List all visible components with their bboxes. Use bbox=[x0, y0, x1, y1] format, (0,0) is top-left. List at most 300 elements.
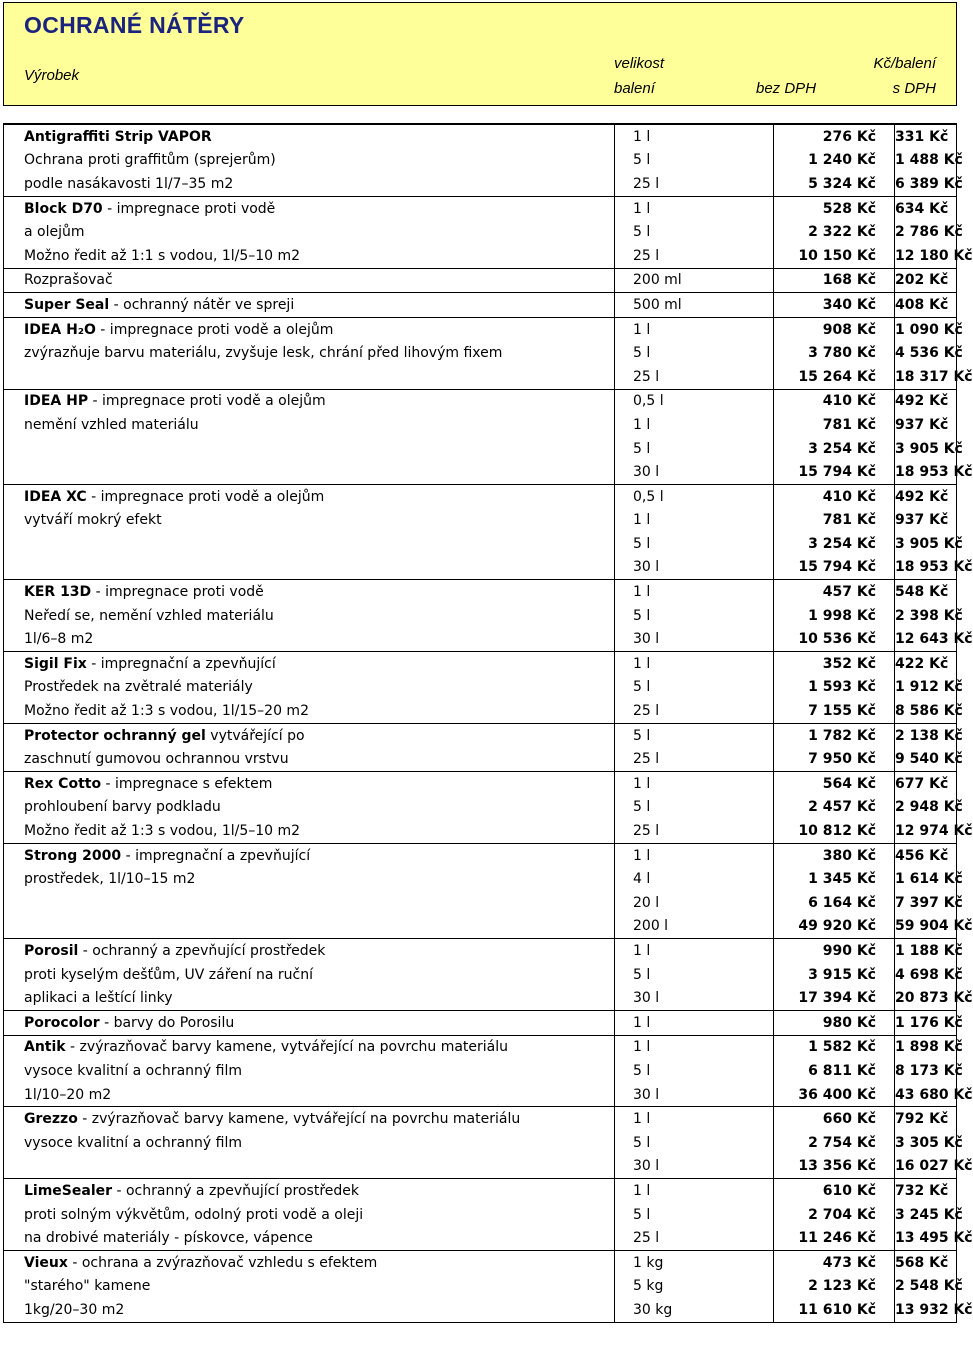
product-description bbox=[4, 220, 615, 244]
product-text: - impregnace proti vodě a olejům bbox=[86, 488, 325, 505]
table-row bbox=[4, 986, 957, 1010]
product-text: a olejům bbox=[24, 224, 85, 241]
price-net: 781 Kč bbox=[774, 413, 895, 437]
product-text: 1kg/20–30 m2 bbox=[24, 1301, 125, 1318]
price-net: 3 254 Kč bbox=[774, 437, 895, 461]
product-text: prohloubení barvy podkladu bbox=[24, 799, 221, 816]
table-row bbox=[4, 891, 957, 915]
product-description bbox=[4, 939, 615, 963]
product-text: zaschnutí gumovou ochrannou vrstvu bbox=[24, 751, 289, 768]
table-row bbox=[4, 220, 957, 244]
price-gross: 492 Kč bbox=[895, 484, 957, 508]
package-size: 30 l bbox=[615, 627, 774, 651]
package-size: 1 l bbox=[615, 772, 774, 796]
price-net: 1 593 Kč bbox=[774, 676, 895, 700]
price-gross: 18 317 Kč bbox=[895, 365, 957, 389]
price-gross: 2 786 Kč bbox=[895, 220, 957, 244]
package-size: 5 l bbox=[615, 1203, 774, 1227]
price-gross: 331 Kč bbox=[895, 124, 957, 149]
table-row bbox=[4, 1275, 957, 1299]
package-size: 20 l bbox=[615, 891, 774, 915]
price-gross: 12 643 Kč bbox=[895, 627, 957, 651]
package-size: 200 ml bbox=[615, 268, 774, 293]
product-name: IDEA XC bbox=[24, 488, 87, 505]
package-size: 5 l bbox=[615, 796, 774, 820]
table-row bbox=[4, 532, 957, 556]
table-row bbox=[4, 1298, 957, 1322]
package-size: 5 l bbox=[615, 676, 774, 700]
table-row bbox=[4, 1226, 957, 1250]
product-text: proti solným výkvětům, odolný proti vodě a oleji bbox=[24, 1206, 364, 1223]
product-text: prostředek, 1l/10–15 m2 bbox=[24, 871, 196, 888]
price-net: 6 164 Kč bbox=[774, 891, 895, 915]
product-description bbox=[4, 413, 615, 437]
price-net: 1 582 Kč bbox=[774, 1035, 895, 1059]
product-text: - ochranný nátěr ve spreji bbox=[109, 296, 295, 313]
table-row bbox=[4, 963, 957, 987]
product-description bbox=[4, 723, 615, 747]
price-net: 2 704 Kč bbox=[774, 1203, 895, 1227]
price-gross: 2 548 Kč bbox=[895, 1275, 957, 1299]
product-name: Block D70 bbox=[24, 200, 103, 217]
price-gross: 1 912 Kč bbox=[895, 676, 957, 700]
price-net: 380 Kč bbox=[774, 843, 895, 867]
package-size: 30 l bbox=[615, 986, 774, 1010]
price-net: 10 150 Kč bbox=[774, 244, 895, 268]
price-gross: 13 932 Kč bbox=[895, 1298, 957, 1322]
price-gross: 3 305 Kč bbox=[895, 1131, 957, 1155]
price-gross: 9 540 Kč bbox=[895, 747, 957, 771]
table-row bbox=[4, 939, 957, 963]
price-gross: 408 Kč bbox=[895, 293, 957, 318]
table-row bbox=[4, 341, 957, 365]
package-size: 30 l bbox=[615, 1155, 774, 1179]
price-net: 3 915 Kč bbox=[774, 963, 895, 987]
price-gross: 456 Kč bbox=[895, 843, 957, 867]
table-row bbox=[4, 1010, 957, 1035]
price-net: 1 998 Kč bbox=[774, 604, 895, 628]
price-net: 168 Kč bbox=[774, 268, 895, 293]
product-text: 1l/10–20 m2 bbox=[24, 1086, 112, 1103]
product-description bbox=[4, 484, 615, 508]
price-net: 15 794 Kč bbox=[774, 460, 895, 484]
product-description bbox=[4, 509, 615, 533]
price-gross: 43 680 Kč bbox=[895, 1083, 957, 1107]
price-net: 17 394 Kč bbox=[774, 986, 895, 1010]
price-net: 2 322 Kč bbox=[774, 220, 895, 244]
product-text: - zvýrazňovač barvy kamene, vytvářející na povrchu materiálu bbox=[65, 1039, 509, 1056]
price-net: 5 324 Kč bbox=[774, 172, 895, 196]
price-gross: 12 180 Kč bbox=[895, 244, 957, 268]
product-description bbox=[4, 149, 615, 173]
price-gross: 13 495 Kč bbox=[895, 1226, 957, 1250]
price-net: 990 Kč bbox=[774, 939, 895, 963]
table-row bbox=[4, 723, 957, 747]
price-net: 528 Kč bbox=[774, 196, 895, 220]
price-net: 781 Kč bbox=[774, 509, 895, 533]
price-gross: 8 173 Kč bbox=[895, 1059, 957, 1083]
price-table bbox=[3, 123, 973, 1323]
price-net: 15 794 Kč bbox=[774, 556, 895, 580]
package-size: 25 l bbox=[615, 819, 774, 843]
product-name: Rex Cotto bbox=[24, 775, 102, 792]
table-row bbox=[4, 1179, 957, 1203]
price-net: 610 Kč bbox=[774, 1179, 895, 1203]
price-net: 1 240 Kč bbox=[774, 149, 895, 173]
product-text: - impregnace proti vodě a olejům bbox=[88, 393, 326, 410]
table-row bbox=[4, 484, 957, 508]
package-size: 1 kg bbox=[615, 1250, 774, 1274]
price-gross: 634 Kč bbox=[895, 196, 957, 220]
table-row bbox=[4, 389, 957, 413]
product-description bbox=[4, 699, 615, 723]
package-size: 5 l bbox=[615, 149, 774, 173]
package-size: 1 l bbox=[615, 939, 774, 963]
package-size: 25 l bbox=[615, 1226, 774, 1250]
product-text: zvýrazňuje barvu materiálu, zvyšuje lesk, chrání před lihovým fixem bbox=[24, 345, 503, 362]
product-text: - barvy do Porosilu bbox=[99, 1014, 235, 1031]
product-text: vysoce kvalitní a ochranný film bbox=[24, 1134, 242, 1151]
product-description bbox=[4, 365, 615, 389]
product-description bbox=[4, 1203, 615, 1227]
product-text: Ochrana proti graffitům (sprejerům) bbox=[24, 152, 276, 169]
price-net: 410 Kč bbox=[774, 389, 895, 413]
table-row bbox=[4, 293, 957, 318]
table-row bbox=[4, 556, 957, 580]
package-size: 1 l bbox=[615, 509, 774, 533]
product-text: - impregnační a zpevňující bbox=[86, 655, 276, 672]
product-description bbox=[4, 604, 615, 628]
table-row bbox=[4, 1035, 957, 1059]
product-description bbox=[4, 124, 615, 149]
product-description bbox=[4, 1010, 615, 1035]
price-net: 1 345 Kč bbox=[774, 867, 895, 891]
product-name: Antigraffiti Strip VAPOR bbox=[24, 128, 212, 145]
product-text: vytvářející po bbox=[205, 727, 305, 744]
package-size: 0,5 l bbox=[615, 389, 774, 413]
table-row bbox=[4, 1059, 957, 1083]
table-row bbox=[4, 365, 957, 389]
product-description bbox=[4, 891, 615, 915]
table-row bbox=[4, 676, 957, 700]
price-net: 410 Kč bbox=[774, 484, 895, 508]
package-size: 0,5 l bbox=[615, 484, 774, 508]
product-description bbox=[4, 652, 615, 676]
price-net: 340 Kč bbox=[774, 293, 895, 318]
price-gross: 568 Kč bbox=[895, 1250, 957, 1274]
table-row bbox=[4, 196, 957, 220]
package-size: 1 l bbox=[615, 317, 774, 341]
package-size: 25 l bbox=[615, 699, 774, 723]
package-size: 1 l bbox=[615, 413, 774, 437]
price-net: 10 812 Kč bbox=[774, 819, 895, 843]
price-gross: 1 488 Kč bbox=[895, 149, 957, 173]
product-text: vysoce kvalitní a ochranný film bbox=[24, 1062, 242, 1079]
price-gross: 937 Kč bbox=[895, 413, 957, 437]
price-net: 980 Kč bbox=[774, 1010, 895, 1035]
price-net: 2 754 Kč bbox=[774, 1131, 895, 1155]
price-gross: 492 Kč bbox=[895, 389, 957, 413]
product-description bbox=[4, 1059, 615, 1083]
price-gross: 2 138 Kč bbox=[895, 723, 957, 747]
product-description bbox=[4, 196, 615, 220]
product-text: - ochranný a zpevňující prostředek bbox=[78, 942, 326, 959]
product-text: Neředí se, nemění vzhled materiálu bbox=[24, 607, 274, 624]
product-text: - impregnace proti vodě a olejům bbox=[95, 321, 334, 338]
package-size: 5 l bbox=[615, 723, 774, 747]
price-gross: 59 904 Kč bbox=[895, 915, 957, 939]
product-text: nemění vzhled materiálu bbox=[24, 416, 199, 433]
table-row bbox=[4, 317, 957, 341]
table-row bbox=[4, 509, 957, 533]
price-net: 908 Kč bbox=[774, 317, 895, 341]
package-size: 5 l bbox=[615, 963, 774, 987]
product-name: Strong 2000 bbox=[24, 847, 122, 864]
price-net: 11 246 Kč bbox=[774, 1226, 895, 1250]
product-text: 1l/6–8 m2 bbox=[24, 631, 94, 648]
price-gross: 1 176 Kč bbox=[895, 1010, 957, 1035]
table-row bbox=[4, 1203, 957, 1227]
table-row bbox=[4, 1250, 957, 1274]
table-row bbox=[4, 915, 957, 939]
price-gross: 12 974 Kč bbox=[895, 819, 957, 843]
package-size: 5 l bbox=[615, 1059, 774, 1083]
package-size: 30 l bbox=[615, 556, 774, 580]
price-gross: 2 948 Kč bbox=[895, 796, 957, 820]
table-row bbox=[4, 149, 957, 173]
package-size: 5 l bbox=[615, 1131, 774, 1155]
product-text: Rozprašovač bbox=[24, 272, 113, 289]
package-size: 1 l bbox=[615, 580, 774, 604]
package-size: 1 l bbox=[615, 1179, 774, 1203]
package-size: 30 kg bbox=[615, 1298, 774, 1322]
package-size: 5 l bbox=[615, 532, 774, 556]
price-gross: 1 090 Kč bbox=[895, 317, 957, 341]
price-gross: 1 898 Kč bbox=[895, 1035, 957, 1059]
column-price-gross: s DPH bbox=[892, 80, 936, 97]
package-size: 200 l bbox=[615, 915, 774, 939]
price-gross: 20 873 Kč bbox=[895, 986, 957, 1010]
price-gross: 3 905 Kč bbox=[895, 437, 957, 461]
product-description bbox=[4, 317, 615, 341]
table-row bbox=[4, 268, 957, 293]
price-net: 457 Kč bbox=[774, 580, 895, 604]
price-gross: 937 Kč bbox=[895, 509, 957, 533]
table-row bbox=[4, 843, 957, 867]
product-name: Porosil bbox=[24, 942, 79, 959]
price-net: 2 457 Kč bbox=[774, 796, 895, 820]
table-header bbox=[3, 2, 957, 106]
product-description bbox=[4, 1035, 615, 1059]
product-description bbox=[4, 1275, 615, 1299]
price-gross: 6 389 Kč bbox=[895, 172, 957, 196]
product-description bbox=[4, 1226, 615, 1250]
package-size: 5 l bbox=[615, 341, 774, 365]
price-gross: 422 Kč bbox=[895, 652, 957, 676]
price-net: 3 780 Kč bbox=[774, 341, 895, 365]
price-net: 473 Kč bbox=[774, 1250, 895, 1274]
product-description bbox=[4, 268, 615, 293]
package-size: 5 kg bbox=[615, 1275, 774, 1299]
table-row bbox=[4, 819, 957, 843]
product-name: KER 13D bbox=[24, 584, 92, 601]
price-gross: 4 698 Kč bbox=[895, 963, 957, 987]
price-gross: 16 027 Kč bbox=[895, 1155, 957, 1179]
table-row bbox=[4, 1107, 957, 1131]
price-gross: 677 Kč bbox=[895, 772, 957, 796]
product-text: - ochrana a zvýrazňovač vzhledu s efektem bbox=[67, 1254, 378, 1271]
package-size: 1 l bbox=[615, 1010, 774, 1035]
product-name: LimeSealer bbox=[24, 1182, 113, 1199]
product-name: Super Seal bbox=[24, 296, 110, 313]
product-text: podle nasákavosti 1l/7–35 m2 bbox=[24, 175, 234, 192]
package-size: 1 l bbox=[615, 196, 774, 220]
product-description bbox=[4, 986, 615, 1010]
price-net: 13 356 Kč bbox=[774, 1155, 895, 1179]
price-net: 15 264 Kč bbox=[774, 365, 895, 389]
price-net: 352 Kč bbox=[774, 652, 895, 676]
package-size: 25 l bbox=[615, 172, 774, 196]
price-gross: 18 953 Kč bbox=[895, 460, 957, 484]
package-size: 30 l bbox=[615, 460, 774, 484]
product-text: - impregnace s efektem bbox=[101, 775, 273, 792]
product-description bbox=[4, 867, 615, 891]
table-row bbox=[4, 1155, 957, 1179]
product-text: - impregnace proti vodě bbox=[102, 200, 276, 217]
price-net: 11 610 Kč bbox=[774, 1298, 895, 1322]
product-description bbox=[4, 389, 615, 413]
table-row bbox=[4, 772, 957, 796]
product-description bbox=[4, 747, 615, 771]
column-size-line1: velikost bbox=[614, 55, 665, 72]
product-description bbox=[4, 293, 615, 318]
product-description bbox=[4, 244, 615, 268]
product-name: Protector ochranný gel bbox=[24, 727, 206, 744]
package-size: 500 ml bbox=[615, 293, 774, 318]
product-name: IDEA HP bbox=[24, 393, 89, 410]
package-size: 5 l bbox=[615, 220, 774, 244]
package-size: 5 l bbox=[615, 437, 774, 461]
product-description bbox=[4, 1083, 615, 1107]
product-description bbox=[4, 460, 615, 484]
table-row bbox=[4, 460, 957, 484]
package-size: 1 l bbox=[615, 843, 774, 867]
product-description bbox=[4, 819, 615, 843]
price-net: 6 811 Kč bbox=[774, 1059, 895, 1083]
price-gross: 202 Kč bbox=[895, 268, 957, 293]
product-description bbox=[4, 676, 615, 700]
package-size: 25 l bbox=[615, 365, 774, 389]
price-gross: 792 Kč bbox=[895, 1107, 957, 1131]
product-description bbox=[4, 1179, 615, 1203]
package-size: 1 l bbox=[615, 1035, 774, 1059]
product-text: "starého" kamene bbox=[24, 1278, 151, 1295]
page-title: OCHRANÉ NÁTĚRY bbox=[24, 12, 245, 38]
product-text: aplikaci a leštící linky bbox=[24, 990, 173, 1007]
product-text: - impregnace proti vodě bbox=[91, 584, 264, 601]
price-gross: 7 397 Kč bbox=[895, 891, 957, 915]
product-text: Možno ředit až 1:3 s vodou, 1l/5–10 m2 bbox=[24, 823, 301, 840]
package-size: 1 l bbox=[615, 1107, 774, 1131]
product-description bbox=[4, 532, 615, 556]
table-row bbox=[4, 1131, 957, 1155]
product-description bbox=[4, 772, 615, 796]
product-description bbox=[4, 1131, 615, 1155]
price-net: 10 536 Kč bbox=[774, 627, 895, 651]
price-gross: 3 905 Kč bbox=[895, 532, 957, 556]
price-net: 276 Kč bbox=[774, 124, 895, 149]
package-size: 5 l bbox=[615, 604, 774, 628]
package-size: 25 l bbox=[615, 747, 774, 771]
product-text: proti kyselým dešťům, UV záření na ruční bbox=[24, 966, 313, 983]
table-row bbox=[4, 604, 957, 628]
price-net: 2 123 Kč bbox=[774, 1275, 895, 1299]
price-net: 36 400 Kč bbox=[774, 1083, 895, 1107]
price-gross: 18 953 Kč bbox=[895, 556, 957, 580]
product-text: - impregnační a zpevňující bbox=[121, 847, 311, 864]
product-text: Možno ředit až 1:1 s vodou, 1l/5–10 m2 bbox=[24, 247, 301, 264]
table-row bbox=[4, 172, 957, 196]
column-size-line2: balení bbox=[614, 80, 655, 97]
product-text: Možno ředit až 1:3 s vodou, 1l/15–20 m2 bbox=[24, 703, 309, 720]
product-description bbox=[4, 843, 615, 867]
product-text: - ochranný a zpevňující prostředek bbox=[112, 1182, 360, 1199]
product-description bbox=[4, 915, 615, 939]
product-description bbox=[4, 1250, 615, 1274]
table-row bbox=[4, 580, 957, 604]
product-name: Porocolor bbox=[24, 1014, 100, 1031]
price-gross: 732 Kč bbox=[895, 1179, 957, 1203]
product-description bbox=[4, 1107, 615, 1131]
table-row bbox=[4, 413, 957, 437]
product-description bbox=[4, 437, 615, 461]
price-gross: 1 614 Kč bbox=[895, 867, 957, 891]
product-text: na drobivé materiály - pískovce, vápence bbox=[24, 1230, 313, 1247]
product-description bbox=[4, 627, 615, 651]
table-row bbox=[4, 796, 957, 820]
product-description bbox=[4, 1298, 615, 1322]
table-row bbox=[4, 867, 957, 891]
product-name: Grezzo bbox=[24, 1111, 78, 1128]
table-row bbox=[4, 437, 957, 461]
table-row bbox=[4, 627, 957, 651]
price-gross: 4 536 Kč bbox=[895, 341, 957, 365]
table-row bbox=[4, 699, 957, 723]
table-row bbox=[4, 124, 957, 149]
price-net: 7 155 Kč bbox=[774, 699, 895, 723]
product-description bbox=[4, 341, 615, 365]
table-row bbox=[4, 747, 957, 771]
column-product: Výrobek bbox=[24, 67, 80, 84]
product-name: Vieux bbox=[24, 1254, 68, 1271]
table-row bbox=[4, 1083, 957, 1107]
price-net: 3 254 Kč bbox=[774, 532, 895, 556]
package-size: 30 l bbox=[615, 1083, 774, 1107]
price-gross: 1 188 Kč bbox=[895, 939, 957, 963]
column-price-net: bez DPH bbox=[756, 80, 817, 97]
price-net: 660 Kč bbox=[774, 1107, 895, 1131]
product-name: IDEA H₂O bbox=[24, 321, 96, 338]
price-net: 1 782 Kč bbox=[774, 723, 895, 747]
column-price: Kč/balení bbox=[873, 55, 936, 72]
package-size: 1 l bbox=[615, 124, 774, 149]
product-name: Sigil Fix bbox=[24, 655, 87, 672]
product-description bbox=[4, 580, 615, 604]
product-name: Antik bbox=[24, 1039, 66, 1056]
price-gross: 3 245 Kč bbox=[895, 1203, 957, 1227]
price-net: 49 920 Kč bbox=[774, 915, 895, 939]
price-gross: 8 586 Kč bbox=[895, 699, 957, 723]
